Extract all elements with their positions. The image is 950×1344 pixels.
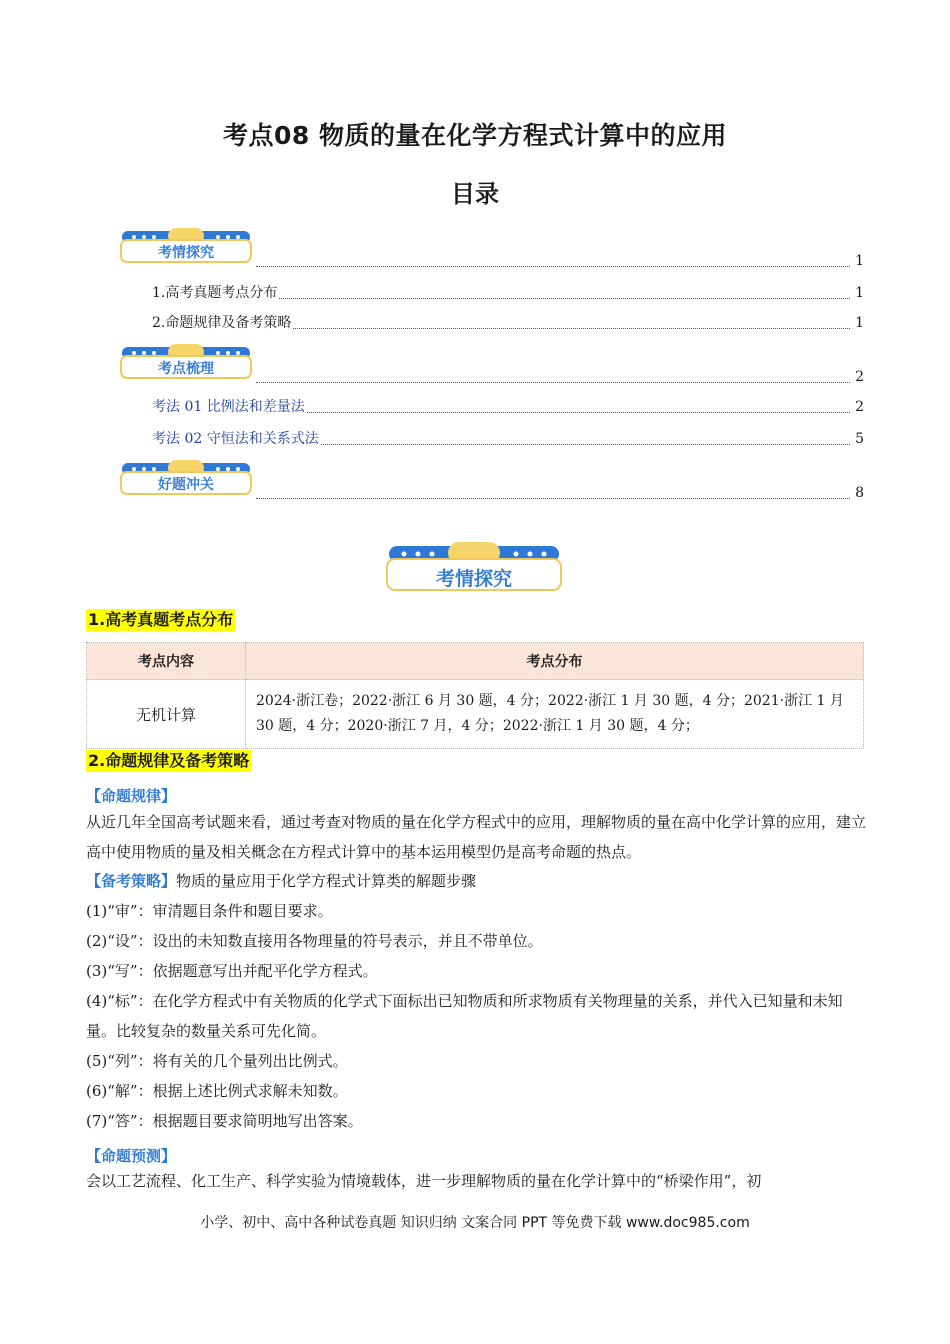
table-cell: 2024·浙江卷；2022·浙江 6 月 30 题，4 分；2022·浙江 1 月 30 题，4 分；2021·浙江 1 月 30 题，4 分；2020·浙江 7 月，4 分；2022·浙江 1 月 30 题，4 分； [246, 680, 864, 749]
table-row [87, 680, 864, 749]
rule-text: 从近几年全国高考试题来看，通过考查对物质的量在化学方程式中的应用，理解物质的量在高中化学计算的应用，建立高中使用物质的量及相关概念在方程式计算中的基本运用模型仍是高考命题的热点。 [86, 813, 867, 861]
step-item: (5)“列”：将有关的几个量列出比例式。 [86, 1052, 348, 1070]
toc-label: 考法 01 比例法和差量法 [152, 399, 305, 415]
badge-label: 好题冲关 [158, 477, 214, 493]
rule-label: 【命题规律】 [86, 787, 177, 805]
strategy-label: 【备考策略】 [86, 872, 177, 890]
toc-entry-distribution[interactable] [152, 284, 864, 302]
toc-label: 考法 02 守恒法和关系式法 [152, 431, 319, 447]
badge-label: 考情探究 [158, 245, 214, 261]
page-footer: 小学、初中、高中各种试卷真题 知识归纳 文案合同 PPT 等免费下载 www.doc985.com [200, 1215, 750, 1231]
toc-entry-points[interactable] [256, 368, 864, 386]
step-item: (7)“答”：根据题目要求简明地写出答案。 [86, 1112, 363, 1130]
predict-label: 【命题预测】 [86, 1147, 177, 1165]
toc-label: 2.命题规律及备考策略 [152, 315, 292, 331]
table-header-cell: 考点内容 [87, 643, 246, 680]
toc-page-number: 1 [855, 253, 864, 269]
strategy-intro: 物质的量应用于化学方程式计算类的解题步骤 [176, 872, 477, 890]
page-title: 考点08 物质的量在化学方程式计算中的应用 [223, 121, 727, 150]
toc-heading: 目录 [451, 180, 499, 208]
badge-label: 考情探究 [435, 568, 512, 590]
step-item: (3)“写”：依据题意写出并配平化学方程式。 [86, 962, 378, 980]
predict-text: 会以工艺流程、化工生产、科学实验为情境载体，进一步理解物质的量在化学计算中的“桥梁作用”，初 [86, 1172, 762, 1190]
step-item: (4)“标”：在化学方程式中有关物质的化学式下面标出已知物质和所求物质有关物理量的关系，并代入已知量和未知量。比较复杂的数量关系可先化简。 [86, 992, 843, 1040]
toc-entry-exam[interactable] [256, 252, 864, 270]
toc-entry-method-01[interactable] [152, 398, 864, 416]
badge-label: 考点梳理 [158, 361, 214, 377]
toc-page-number: 8 [855, 485, 864, 501]
step-item: (1)“审”：审清题目条件和题目要求。 [86, 902, 333, 920]
toc-entry-method-02[interactable] [152, 430, 864, 448]
table-header-cell: 考点分布 [246, 643, 864, 680]
badge-points-small[interactable] [120, 344, 252, 380]
toc-label: 1.高考真题考点分布 [152, 285, 278, 301]
step-item: (6)“解”：根据上述比例式求解未知数。 [86, 1082, 348, 1100]
section-badge-exam [386, 542, 562, 592]
step-item: (2)“设”：设出的未知数直接用各物理量的符号表示，并且不带单位。 [86, 932, 543, 950]
strategy-line [86, 866, 866, 896]
section-heading-distribution: 1.高考真题考点分布 [88, 610, 234, 629]
toc-entry-strategy[interactable] [152, 314, 864, 332]
toc-page-number: 5 [855, 431, 864, 447]
distribution-table [86, 642, 864, 749]
toc-page-number: 1 [855, 285, 864, 301]
toc-entry-practice[interactable] [256, 484, 864, 502]
toc-page-number: 1 [855, 315, 864, 331]
toc-page-number: 2 [855, 369, 864, 385]
section-heading-strategy: 2.命题规律及备考策略 [88, 751, 250, 770]
toc-page-number: 2 [855, 399, 864, 415]
table-cell: 无机计算 [87, 680, 246, 749]
table-header-row [87, 643, 864, 680]
badge-exam-small[interactable] [120, 228, 252, 264]
badge-practice-small[interactable] [120, 460, 252, 496]
